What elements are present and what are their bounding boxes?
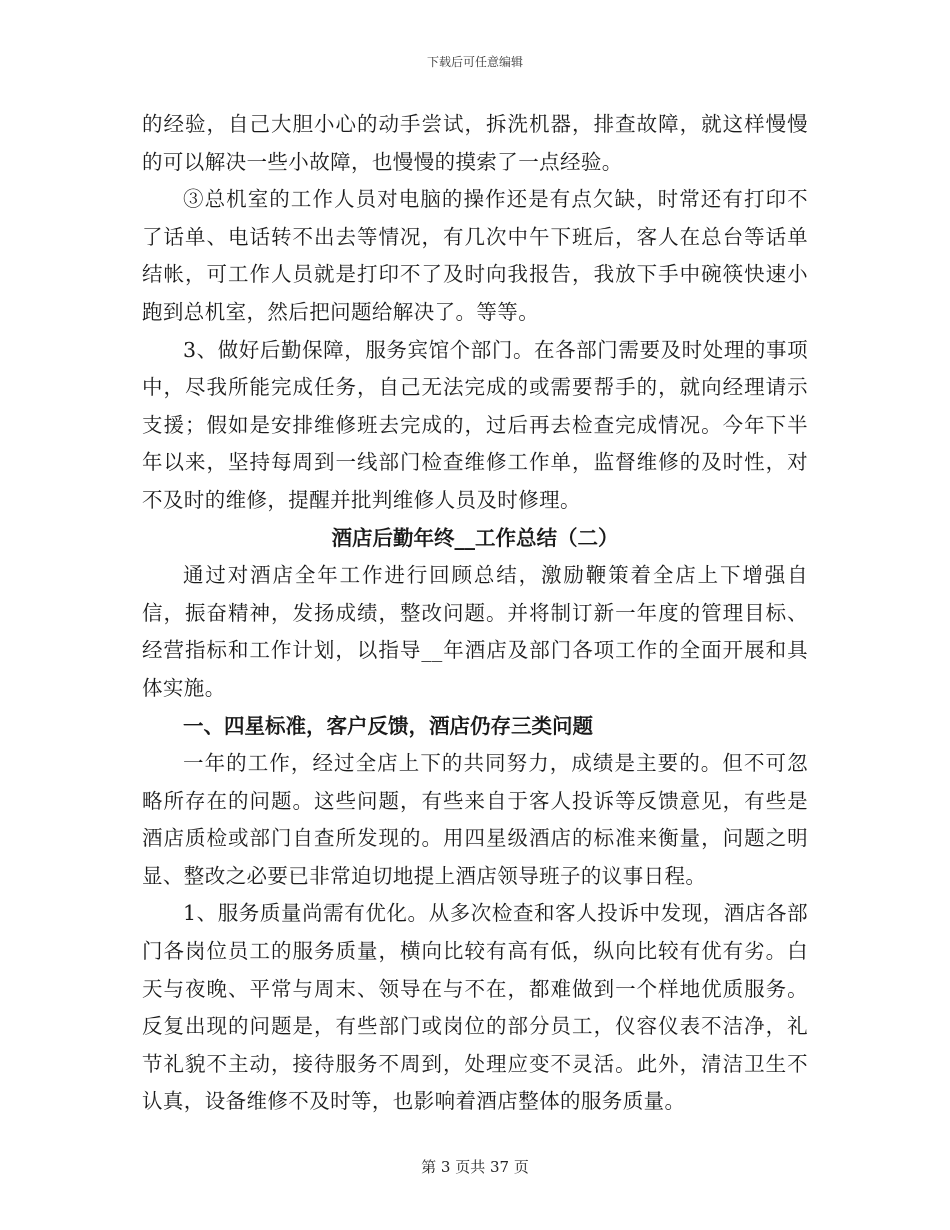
page-footer: 第 3 页共 37 页 [421,1158,529,1176]
paragraph-problems: 一年的工作，经过全店上下的共同努力，成绩是主要的。但不可忽略所存在的问题。这些问题，有些来自于客人投诉等反馈意见，有些是酒店质检或部门自查所发现的。用四星级酒店的标准来衡量，问题之明显、整改之必要已非常迫切地提上酒店领导班子的议事日程。 [142,751,808,888]
page-header: 下载后可任意编辑 [426,55,523,69]
paragraph-logistics: 3、做好后勤保障，服务宾馆个部门。在各部门需要及时处理的事项中，尽我所能完成任务，自己无法完成的或需要帮手的，就向经理请示支援；假如是安排维修班去完成的，过后再去检查完成情况。今年下半年以来，坚持每周到一线部门检查维修工作单，监督维修的及时性，对不及时的维修，提醒并批判维修人员及时修理。 [142,337,808,512]
document-body [142,106,808,1121]
paragraph-switchboard: ③总机室的工作人员对电脑的操作还是有点欠缺，时常还有打印不了话单、电话转不出去等情况，有几次中午下班后，客人在总台等话单结帐，可工作人员就是打印不了及时向我报告，我放下手中碗筷快速小跑到总机室，然后把问题给解决了。等等。 [142,187,808,324]
section-title: 酒店后勤年终__工作总结（二） [331,525,619,550]
paragraph-continuation: 的经验，自己大胆小心的动手尝试，拆洗机器，排查故障，就这样慢慢的可以解决一些小故障，也慢慢的摸索了一点经验。 [142,112,808,174]
paragraph-intro: 通过对酒店全年工作进行回顾总结，激励鞭策着全店上下增强自信，振奋精神，发扬成绩，整改问题。并将制订新一年度的管理目标、经营指标和工作计划，以指导__年酒店及部门各项工作的全面开展和具体实施。 [142,563,808,700]
section-heading: 一、四星标准，客户反馈，酒店仍存三类问题 [183,713,593,738]
paragraph-service-quality: 1、服务质量尚需有优化。从多次检查和客人投诉中发现，酒店各部门各岗位员工的服务质量，横向比较有高有低，纵向比较有优有劣。白天与夜晚、平常与周末、领导在与不在，都难做到一个样地优质服务。反复出现的问题是，有些部门或岗位的部分员工，仪容仪表不洁净，礼节礼貌不主动，接待服务不周到，处理应变不灵活。此外，清洁卫生不认真，设备维修不及时等，也影响着酒店整体的服务质量。 [142,901,808,1114]
